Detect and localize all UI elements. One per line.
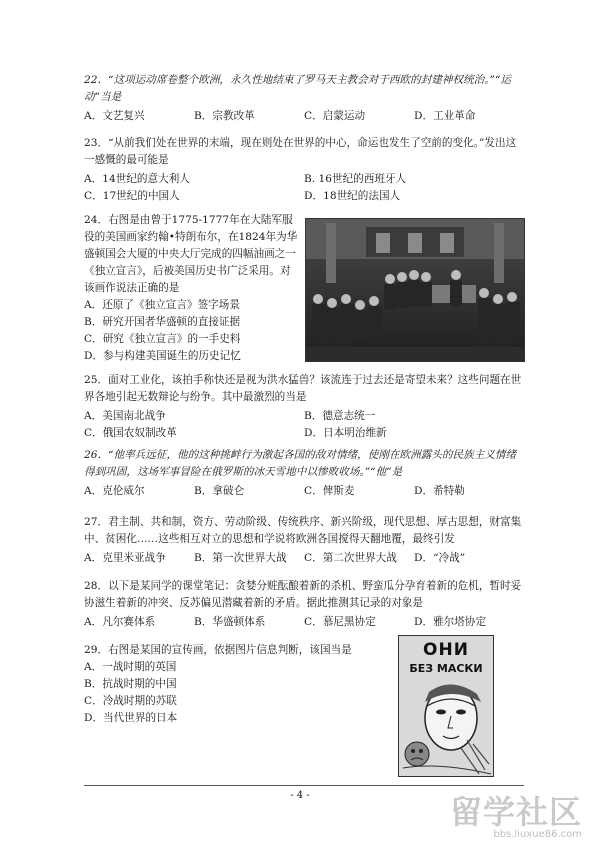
watermark bbox=[450, 787, 582, 840]
question-25-stem: 25．面对工业化，该拍手称快还是视为洪水猛兽？该流连于过去还是寄望未来？这些问题在世界各地引起无数辩论与纷争。其中最激烈的当是 bbox=[84, 374, 522, 403]
painting-illustration bbox=[306, 219, 524, 361]
option-c: C．研究《独立宣言》的一手史料 bbox=[84, 333, 241, 345]
poster-title: ОНИ bbox=[423, 640, 469, 660]
propaganda-poster-image bbox=[398, 635, 494, 777]
question-26 bbox=[84, 447, 524, 500]
question-29 bbox=[84, 642, 374, 727]
option-a: A．还原了《独立宣言》签字场景 bbox=[84, 299, 240, 311]
option-b: B．德意志统一 bbox=[304, 410, 376, 422]
option-c: C．17世纪的中国人 bbox=[84, 190, 180, 202]
option-b: B．第一次世界大战 bbox=[194, 552, 287, 564]
option-d: D．希特勒 bbox=[414, 485, 465, 497]
option-a: A．文艺复兴 bbox=[84, 110, 145, 122]
option-c: C．俄国农奴制改革 bbox=[84, 427, 177, 439]
page-number: - 4 - bbox=[290, 790, 310, 801]
question-22-options bbox=[84, 108, 524, 125]
option-a: A．一战时期的英国 bbox=[84, 661, 177, 673]
question-24-stem: 24．右图是由曾于1775-1777年在大陆军服役的美国画家约翰•特朗布尔，在1824年为华盛顿国会大厦的中央大厅完成的四幅油画之一《独立宣言》，后被美国历史书广泛采用。对该画作说法正确的是 bbox=[84, 214, 298, 294]
question-26-options bbox=[84, 483, 524, 500]
option-a: A．克伦威尔 bbox=[84, 485, 145, 497]
footer-divider bbox=[84, 785, 524, 786]
poster-subtitle: БЕЗ МАСКИ bbox=[409, 662, 483, 675]
question-25 bbox=[84, 372, 524, 442]
watermark-brand: 留学社区 bbox=[449, 793, 582, 831]
option-c: C．俾斯麦 bbox=[304, 485, 355, 497]
option-d: D．“冷战” bbox=[414, 552, 466, 564]
option-d: D．日本明治维新 bbox=[304, 427, 387, 439]
question-28-options bbox=[84, 614, 524, 631]
option-c: C．第二次世界大战 bbox=[304, 552, 397, 564]
question-27-stem: 27．君主制、共和制，资方、劳动阶级、传统秩序、新兴阶级，现代思想、厚古思想，财富集中、贫困化……这些相互对立的思想和学说将欧洲各国搅得天翻地覆，最终引发 bbox=[84, 516, 522, 545]
question-27 bbox=[84, 514, 524, 567]
option-c: C．启蒙运动 bbox=[304, 110, 366, 122]
question-27-options bbox=[84, 550, 524, 567]
mask-illustration bbox=[399, 636, 493, 776]
question-23-options bbox=[84, 171, 524, 205]
question-24 bbox=[84, 212, 299, 365]
question-22 bbox=[84, 72, 524, 125]
option-a: A．凡尔赛体系 bbox=[84, 616, 156, 628]
option-d: D．参与构建美国诞生的历史记忆 bbox=[84, 350, 241, 362]
option-d: D．工业革命 bbox=[414, 110, 476, 122]
option-c: C．慕尼黑协定 bbox=[304, 616, 376, 628]
option-d: D．当代世界的日本 bbox=[84, 712, 178, 724]
question-22-stem: 22．“这项运动席卷整个欧洲，永久性地结束了罗马天主教会对于西欧的封建神权统治。”“运动”当是 bbox=[84, 74, 511, 103]
option-a: A．14世纪的意大利人 bbox=[84, 173, 190, 185]
question-28-stem: 28．以下是某同学的课堂笔记：贪婪分赃酝酿着新的杀机、野蛮瓜分孕育着新的危机，暂时妥协滋生着新的冲突、反苏偏见潜藏着新的矛盾。据此推测其记录的对象是 bbox=[84, 580, 522, 609]
option-b: B．研究开国者华盛顿的直接证据 bbox=[84, 316, 241, 328]
question-29-stem: 29．右图是某国的宣传画，依据图片信息判断，该国当是 bbox=[84, 644, 352, 656]
watermark-url: bbs.liuxue86.com bbox=[493, 829, 582, 840]
option-d: D．雅尔塔协定 bbox=[414, 616, 487, 628]
option-b: B．宗教改革 bbox=[194, 110, 255, 122]
question-28 bbox=[84, 578, 524, 631]
question-25-options bbox=[84, 408, 524, 442]
option-b: B．拿破仑 bbox=[194, 485, 245, 497]
option-b: B．抗战时期的中国 bbox=[84, 678, 177, 690]
question-24-options bbox=[84, 297, 299, 365]
question-29-options bbox=[84, 659, 374, 727]
option-a: A．美国南北战争 bbox=[84, 410, 166, 422]
question-23-stem: 23．“从前我们处在世界的末端，现在则处在世界的中心，命运也发生了空前的变化。”发出这一感慨的最可能是 bbox=[84, 137, 517, 166]
declaration-painting-image bbox=[305, 218, 525, 362]
question-26-stem: 26．“他率兵远征，他的这种挑衅行为激起各国的敌对情绪，使刚在欧洲露头的民族主义情绪得到巩固，这场军事冒险在俄罗斯的冰天雪地中以惨败收场。”“他”是 bbox=[84, 449, 517, 478]
question-23 bbox=[84, 135, 524, 205]
option-c: C．冷战时期的苏联 bbox=[84, 695, 177, 707]
option-d: D．18世纪的法国人 bbox=[304, 190, 401, 202]
option-b: B. 16世纪的西班牙人 bbox=[304, 173, 407, 185]
option-b: B．华盛顿体系 bbox=[194, 616, 266, 628]
option-a: A．克里米亚战争 bbox=[84, 552, 166, 564]
